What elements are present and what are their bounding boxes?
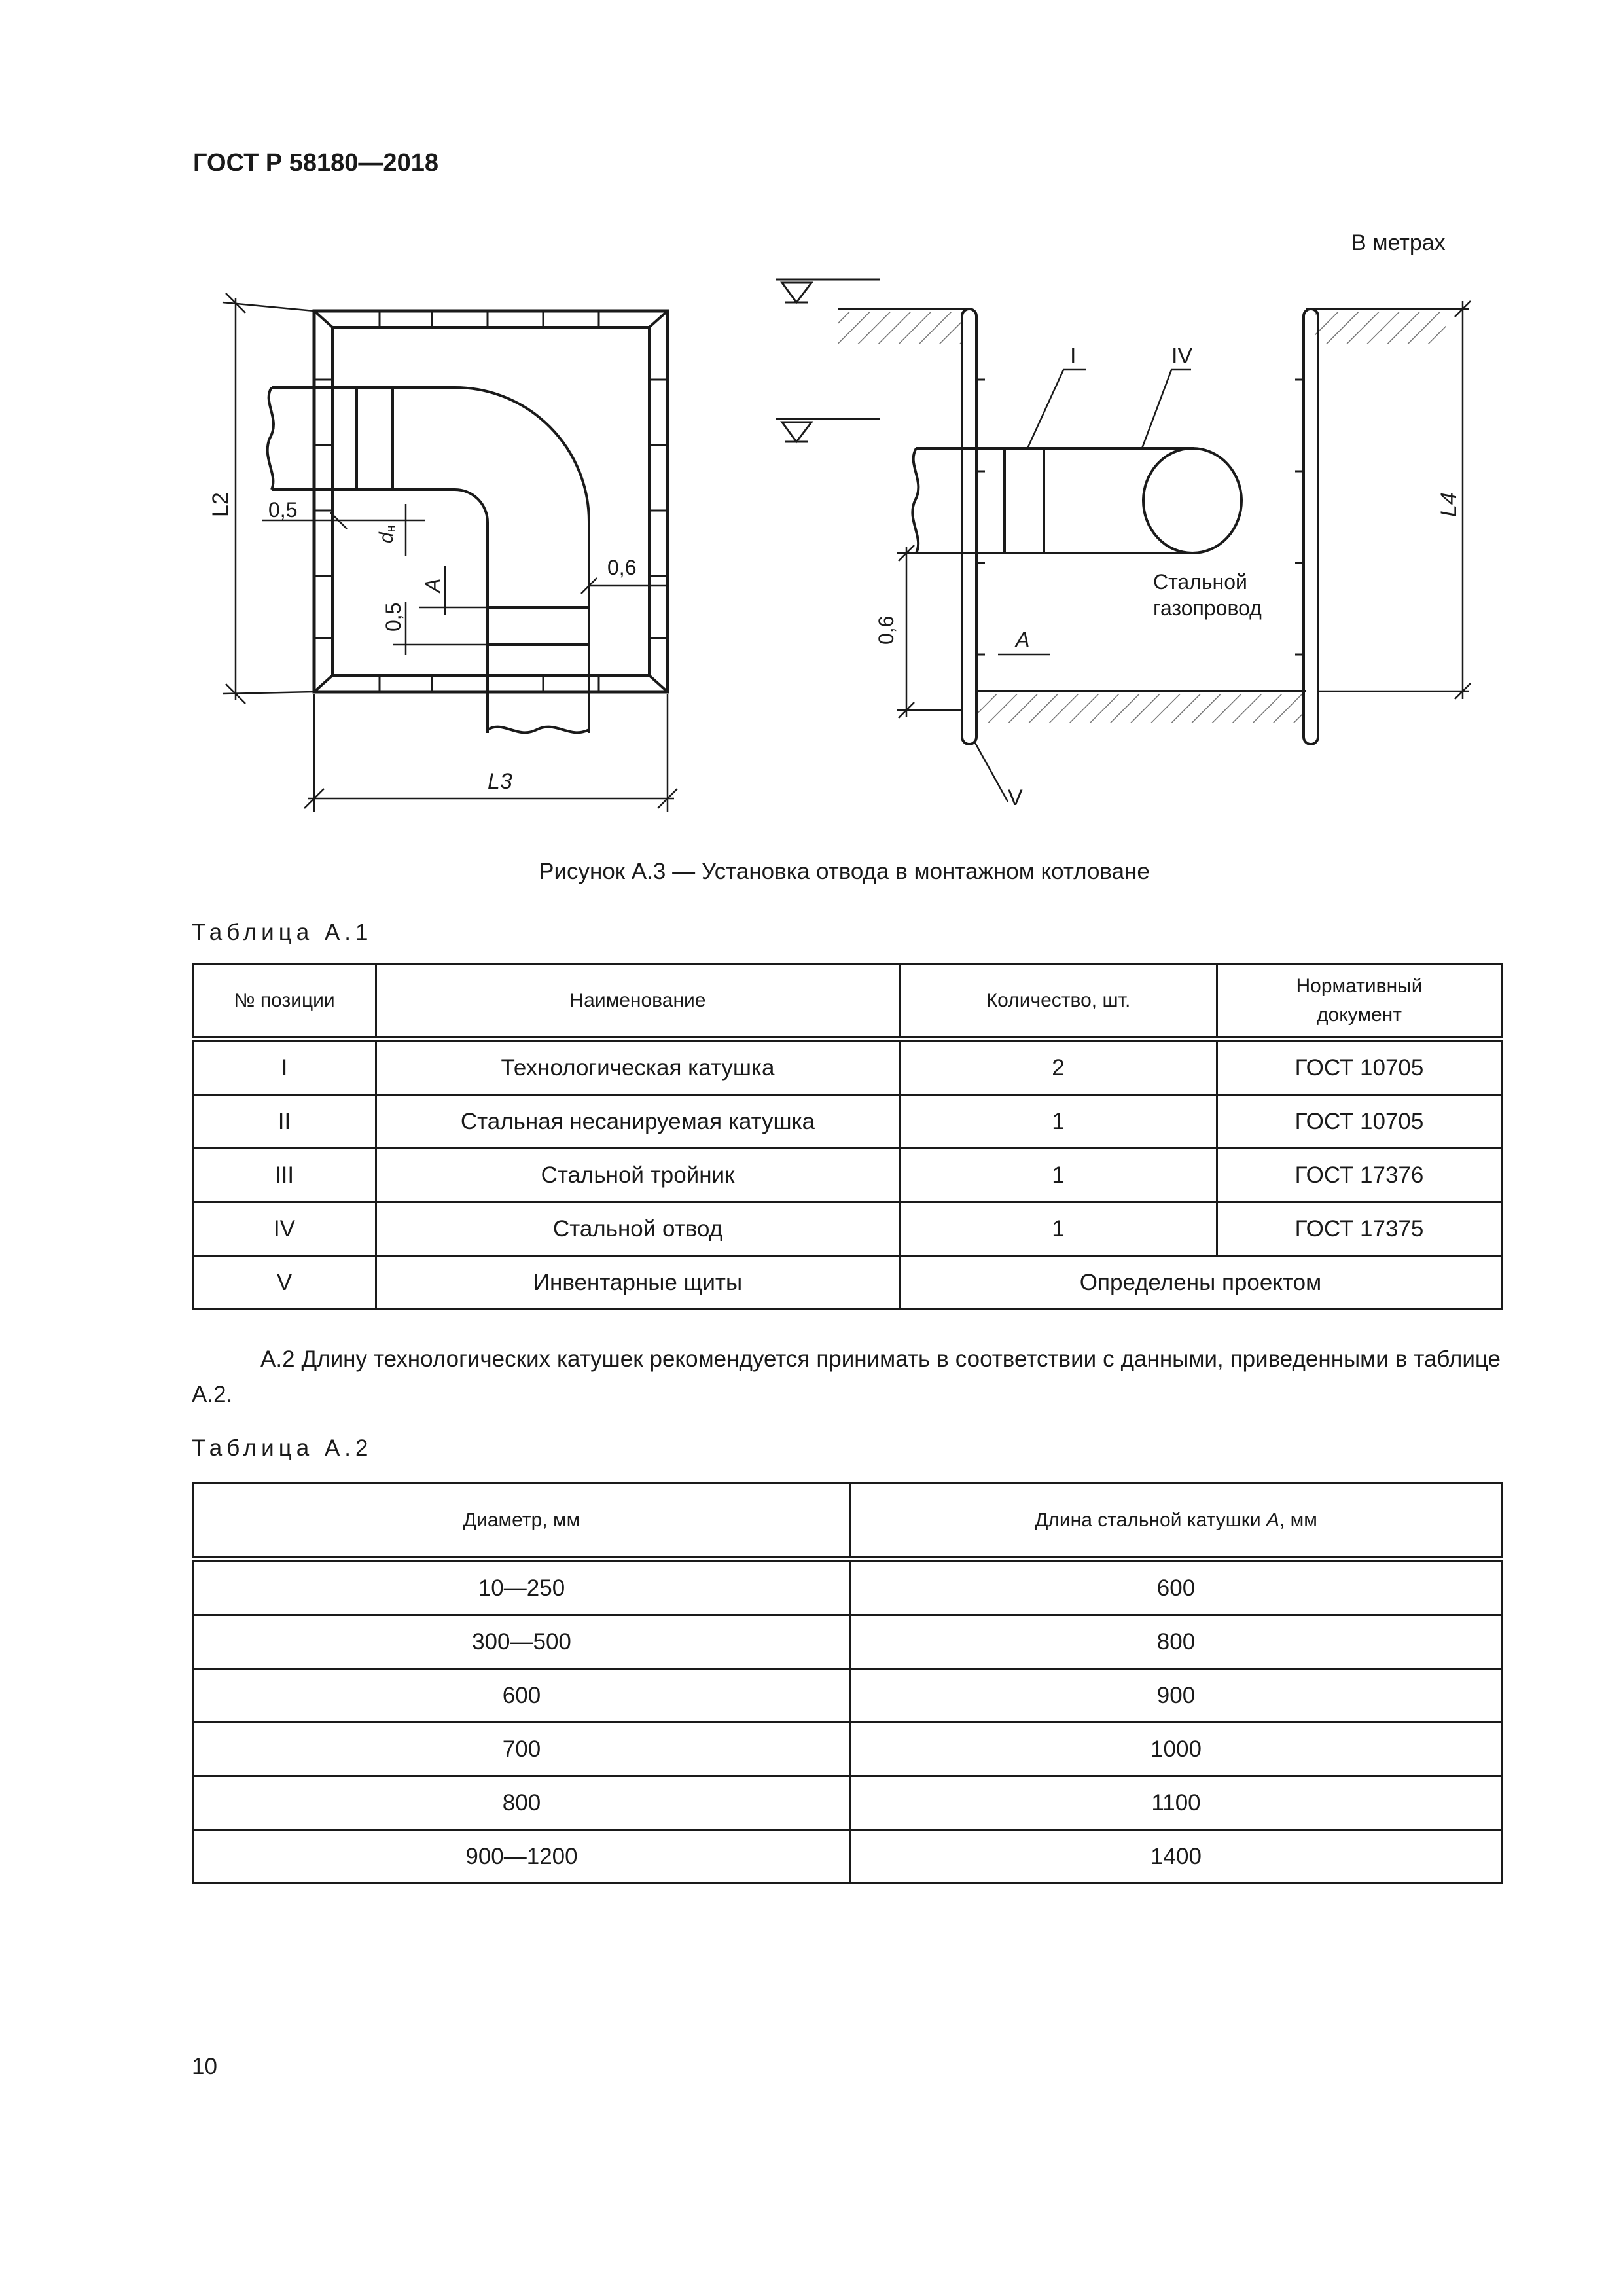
label-l2: L2 xyxy=(208,492,233,517)
table-row xyxy=(193,1669,1502,1723)
cell-pos: II xyxy=(193,1095,376,1149)
page-number: 10 xyxy=(192,2054,217,2079)
table-a2-caption: Таблица А.2 xyxy=(192,1435,373,1461)
plan-view xyxy=(223,293,677,812)
cell-length: 900 xyxy=(851,1669,1502,1723)
label-pos-i: I xyxy=(1070,344,1077,368)
cell-length: 1100 xyxy=(851,1776,1502,1830)
cell-diameter: 300—500 xyxy=(193,1615,851,1669)
table-row xyxy=(193,1256,1502,1310)
label-a-plan: A xyxy=(421,578,444,592)
cell-qty: 1 xyxy=(900,1202,1217,1256)
cell-name: Инвентарные щиты xyxy=(376,1256,900,1310)
table-a2 xyxy=(192,1482,1503,1884)
plan-labels xyxy=(208,492,636,794)
cell-pos: I xyxy=(193,1039,376,1095)
label-05-top: 0,5 xyxy=(268,498,298,522)
table-a1-caption: Таблица А.1 xyxy=(192,920,373,945)
header-length: Длина стальной катушки А, мм xyxy=(851,1484,1502,1560)
cell-doc: ГОСТ 10705 xyxy=(1217,1039,1502,1095)
cell-qty: 1 xyxy=(900,1149,1217,1202)
table-row xyxy=(193,1149,1502,1202)
label-a-section: A xyxy=(1016,628,1030,651)
label-steel-pipe-2: газопровод xyxy=(1153,596,1262,620)
cell-name: Стальной тройник xyxy=(376,1149,900,1202)
table-a1 xyxy=(192,963,1503,1310)
label-dn: dн xyxy=(376,525,399,543)
cell-diameter: 800 xyxy=(193,1776,851,1830)
table-row xyxy=(193,1202,1502,1256)
cell-pos: III xyxy=(193,1149,376,1202)
header-norm-doc: Нормативный документ xyxy=(1217,965,1502,1039)
header-quantity: Количество, шт. xyxy=(900,965,1217,1039)
units-note: В метрах xyxy=(1351,230,1446,255)
cell-doc: ГОСТ 17376 xyxy=(1217,1149,1502,1202)
label-05-left: 0,5 xyxy=(382,602,405,632)
figure-caption: Рисунок А.3 — Установка отвода в монтажном котловане xyxy=(539,859,1150,884)
cell-name: Стальной отвод xyxy=(376,1202,900,1256)
cell-length: 1400 xyxy=(851,1830,1502,1884)
label-l3: L3 xyxy=(488,769,512,794)
cell-name: Стальная несанируемая катушка xyxy=(376,1095,900,1149)
cell-pos: IV xyxy=(193,1202,376,1256)
cell-doc: ГОСТ 10705 xyxy=(1217,1095,1502,1149)
label-l4: L4 xyxy=(1436,492,1461,517)
table-row xyxy=(193,1615,1502,1669)
cell-length: 800 xyxy=(851,1615,1502,1669)
table-row xyxy=(193,1723,1502,1776)
label-pos-iv: IV xyxy=(1171,344,1193,368)
header-diameter: Диаметр, мм xyxy=(193,1484,851,1560)
table-row xyxy=(193,1830,1502,1884)
label-06-section: 0,6 xyxy=(874,615,898,645)
header-name: Наименование xyxy=(376,965,900,1039)
paragraph-a2: А.2 Длину технологических катушек рекомендуется принимать в соответствии с данными, приведенными в таблице А.2. xyxy=(192,1346,1501,1407)
label-pos-v: V xyxy=(1008,785,1023,810)
cell-qty: 1 xyxy=(900,1095,1217,1149)
table-a2-header-row xyxy=(193,1484,1502,1560)
table-row xyxy=(193,1039,1502,1095)
table-row xyxy=(193,1776,1502,1830)
cell-doc: ГОСТ 17375 xyxy=(1217,1202,1502,1256)
cell-pos: V xyxy=(193,1256,376,1310)
cell-diameter: 700 xyxy=(193,1723,851,1776)
cell-diameter: 900—1200 xyxy=(193,1830,851,1884)
cell-merged: Определены проектом xyxy=(900,1256,1502,1310)
cell-diameter: 600 xyxy=(193,1669,851,1723)
cell-length: 1000 xyxy=(851,1723,1502,1776)
table-row xyxy=(193,1560,1502,1615)
cell-diameter: 10—250 xyxy=(193,1560,851,1615)
table-row xyxy=(193,1095,1502,1149)
cell-name: Технологическая катушка xyxy=(376,1039,900,1095)
table-a1-header-row xyxy=(193,965,1502,1039)
cell-length: 600 xyxy=(851,1560,1502,1615)
cell-qty: 2 xyxy=(900,1039,1217,1095)
figure-a3-drawing xyxy=(0,0,1623,851)
section-view xyxy=(776,279,1471,802)
header-position: № позиции xyxy=(193,965,376,1039)
label-steel-pipe-1: Стальной xyxy=(1153,570,1247,594)
document-header: ГОСТ Р 58180—2018 xyxy=(193,149,438,177)
label-06-plan: 0,6 xyxy=(607,556,637,579)
